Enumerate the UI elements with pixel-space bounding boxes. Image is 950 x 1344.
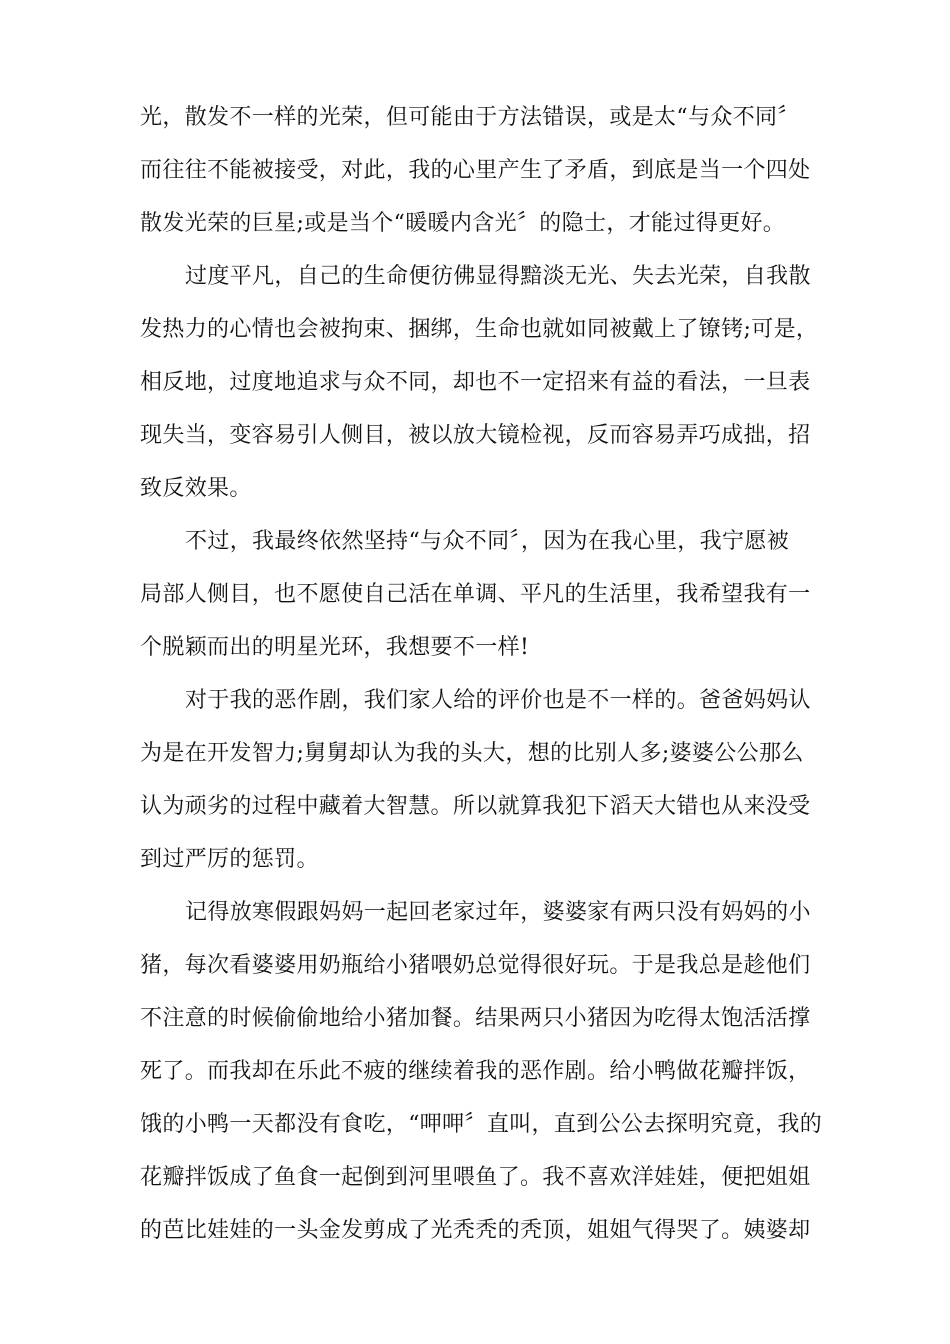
text-line: 的芭比娃娃的一头金发剪成了光秃秃的秃顶，姐姐气得哭了。姨婆却 xyxy=(140,1218,811,1243)
paragraph-first-line: 对于我的恶作剧，我们家人给的评价也是不一样的。爸爸妈妈认 xyxy=(185,688,811,713)
text-line: 到过严厉的惩罚。 xyxy=(140,847,319,872)
text-line: 光，散发不一样的光荣，但可能由于方法错误，或是太“与众不同〞 xyxy=(140,105,800,130)
text-line: 而往往不能被接受，对此，我的心里产生了矛盾，到底是当一个四处 xyxy=(140,158,811,183)
text-line: 现失当，变容易引人侧目，被以放大镜检视，反而容易弄巧成拙，招 xyxy=(140,423,811,448)
paragraph-first-line: 不过，我最终依然坚持“与众不同〞，因为在我心里，我宁愿被 xyxy=(185,529,790,554)
text-line: 个脱颖而出的明星光环，我想要不一样! xyxy=(140,635,530,660)
text-line: 花瓣拌饭成了鱼食一起倒到河里喂鱼了。我不喜欢洋娃娃，便把姐姐 xyxy=(140,1165,811,1190)
text-line: 局部人侧目，也不愿使自己活在单调、平凡的生活里，我希望我有一 xyxy=(140,582,811,607)
text-line: 死了。而我却在乐此不疲的继续着我的恶作剧。给小鸭做花瓣拌饭， xyxy=(140,1059,811,1084)
text-line: 为是在开发智力;舅舅却认为我的头大，想的比别人多;婆婆公公那么 xyxy=(140,741,804,766)
text-line: 不注意的时候偷偷地给小猪加餐。结果两只小猪因为吃得太饱活活撑 xyxy=(140,1006,811,1031)
text-line: 致反效果。 xyxy=(140,476,252,501)
text-line: 认为顽劣的过程中藏着大智慧。所以就算我犯下滔天大错也从来没受 xyxy=(140,794,811,819)
paragraph-first-line: 记得放寒假跟妈妈一起回老家过年，婆婆家有两只没有妈妈的小 xyxy=(185,900,811,925)
text-line: 相反地，过度地追求与众不同，却也不一定招来有益的看法，一旦表 xyxy=(140,370,811,395)
paragraph-first-line: 过度平凡，自己的生命便彷佛显得黯淡无光、失去光荣，自我散 xyxy=(185,264,811,289)
text-line: 散发光荣的巨星;或是当个“暖暖内含光〞的隐士，才能过得更好。 xyxy=(140,211,786,236)
text-line: 猪，每次看婆婆用奶瓶给小猪喂奶总觉得很好玩。于是我总是趁他们 xyxy=(140,953,811,978)
text-line: 发热力的心情也会被拘束、捆绑，生命也就如同被戴上了镣铐;可是， xyxy=(140,317,819,342)
text-line: 饿的小鸭一天都没有食吃，“呷呷〞直叫，直到公公去探明究竟，我的 xyxy=(140,1112,823,1137)
